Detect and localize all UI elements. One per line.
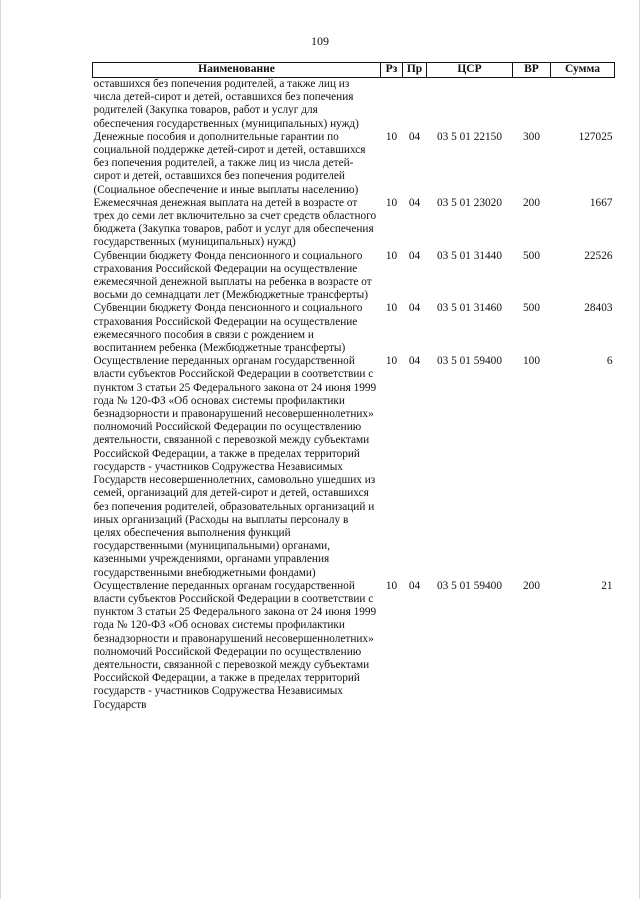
budget-table [92, 62, 615, 712]
row-name: Ежемесячная денежная выплата на детей в возрасте от трех до семи лет включительно за счет средств областного бюджета (Закупка товаров, работ и услуг для обеспечения государственных (муниципальных) нужд) [93, 196, 377, 249]
row-pr: 04 [408, 249, 421, 262]
row-vr: 300 [523, 130, 540, 143]
column-header-sum: Сумма [551, 63, 615, 78]
row-csr: 03 5 01 22150 [437, 130, 502, 143]
row-sum: 28403 [584, 302, 613, 315]
row-vr: 500 [523, 302, 540, 315]
row-name: Осуществление переданных органам государственной власти субъектов Российской Федерации в соответствии с пунктом 3 статьи 25 Федерального закона от 24 июня 1999 года № 120-ФЗ «Об основах системы профилактики безнадзорности и правонарушений несовершеннолетних» полномочий Российской Федерации по осуществлению деятельности, связанной с перевозкой между субъектами Российской Федерации, а также в пределах территорий государств - участников Содружества Независимых Государств [93, 579, 377, 711]
page-number: 109 [311, 34, 329, 48]
row-vr: 200 [523, 579, 540, 592]
column-header-vr: ВР [513, 63, 551, 78]
table-row [93, 250, 615, 303]
row-csr: 03 5 01 23020 [437, 196, 502, 209]
table-row [93, 302, 615, 355]
row-name: оставшихся без попечения родителей, а также лиц из числа детей-сирот и детей, оставшихся без попечения родителей (Закупка товаров, работ и услуг для обеспечения государственных (муниципальных) нужд) [93, 78, 359, 130]
table-row [93, 131, 615, 197]
table-row [93, 197, 615, 250]
row-pr: 04 [408, 355, 421, 368]
row-csr [427, 78, 513, 131]
row-rz: 10 [385, 355, 398, 368]
table-row [93, 78, 615, 131]
column-header-pr: Пр [403, 63, 427, 78]
row-csr: 03 5 01 31440 [437, 249, 502, 262]
row-vr: 500 [523, 249, 540, 262]
table-body [93, 78, 615, 712]
row-csr: 03 5 01 31460 [437, 302, 502, 315]
row-sum: 22526 [584, 249, 613, 262]
column-header-name: Наименование [93, 63, 381, 78]
column-header-rz: Рз [381, 63, 403, 78]
row-rz: 10 [385, 130, 398, 143]
row-sum [551, 78, 615, 131]
row-name: Субвенции бюджету Фонда пенсионного и социального страхования Российской Федерации на осуществление ежемесячной денежной выплаты на ребенка в возрасте от восьми до семнадцати лет (Межбюджетные трансферты) [93, 249, 372, 302]
row-sum: 1667 [589, 196, 613, 209]
row-csr: 03 5 01 59400 [437, 579, 502, 592]
row-sum: 6 [606, 355, 613, 368]
row-vr: 100 [523, 355, 540, 368]
row-name: Субвенции бюджету Фонда пенсионного и социального страхования Российской Федерации на осуществление ежемесячного пособия в связи с рождением и воспитанием ребенка (Межбюджетные трансферты) [93, 302, 363, 355]
row-vr: 200 [523, 196, 540, 209]
row-rz: 10 [385, 249, 398, 262]
row-sum: 127025 [578, 130, 613, 143]
row-name: Осуществление переданных органам государственной власти субъектов Российской Федерации в соответствии с пунктом 3 статьи 25 Федерального закона от 24 июня 1999 года № 120-ФЗ «Об основах системы профилактики безнадзорности и правонарушений несовершеннолетних» полномочий Российской Федерации по осуществлению деятельности, связанной с перевозкой между субъектами Российской Федерации, а также в пределах территорий государств - участников Содружества Независимых Государств несовершеннолетних, самовольно ушедших из семей, организаций для детей-сирот и детей, оставшихся без попечения родителей, образовательных организаций и иных организаций (Расходы на выплаты персоналу в целях обеспечения выполнения функций государственными (муниципальными) органами, казенными учреждениями, органами управления государственными внебюджетными фондами) [93, 355, 377, 579]
row-rz [381, 78, 403, 131]
row-rz: 10 [385, 196, 398, 209]
column-header-csr: ЦСР [427, 63, 513, 78]
row-pr: 04 [408, 302, 421, 315]
scan-edge-left [0, 0, 1, 899]
row-pr: 04 [408, 196, 421, 209]
table-row [93, 580, 615, 712]
table-row [93, 355, 615, 579]
row-pr: 04 [408, 130, 421, 143]
row-name: Денежные пособия и дополнительные гарантии по социальной поддержке детей-сирот и детей, оставшихся без попечения родителей, а также лиц из числа детей-сирот и детей, оставшихся без попечения родителей (Социальное обеспечение и иные выплаты населению) [93, 130, 366, 196]
row-csr: 03 5 01 59400 [437, 355, 502, 368]
row-pr [403, 78, 427, 131]
row-rz: 10 [385, 579, 398, 592]
row-vr [513, 78, 551, 131]
table-header [93, 63, 615, 78]
row-rz: 10 [385, 302, 398, 315]
row-pr: 04 [408, 579, 421, 592]
row-sum: 21 [601, 579, 613, 592]
